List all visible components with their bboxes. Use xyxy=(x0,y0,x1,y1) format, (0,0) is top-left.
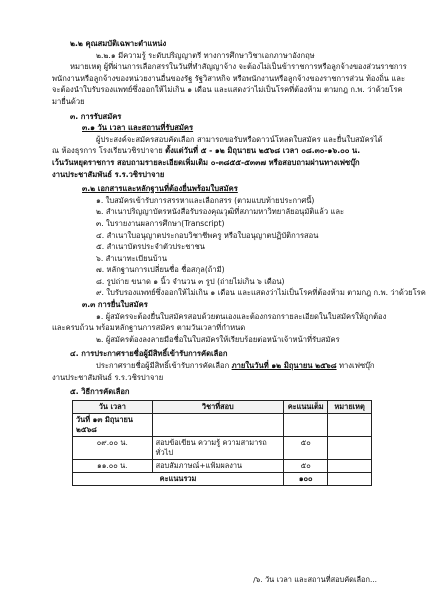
doc-item: ๑. ใบสมัครเข้ารับการสรรหาและเลือกสรร (ตามแบบท้ายประกาศนี้) xyxy=(96,195,315,205)
doc-item: ๕. สำเนาบัตรประจำตัวประชาชน xyxy=(96,242,205,252)
paragraph-line: ผู้ประสงค์จะสมัครสอบคัดเลือก สามารถขอรับหรือดาวน์โหลดใบสมัคร และยื่นใบสมัครได้ xyxy=(96,134,383,144)
exam-time: ๑๑.๐๐ น. xyxy=(73,459,153,472)
exam-subject: สอบข้อเขียน ความรู้ ความสามารถทั่วไป xyxy=(152,436,284,459)
qualifications-heading: ๒.๒ คุณสมบัติเฉพาะตำแหน่ง xyxy=(70,39,167,48)
doc-item: ๔. สำเนาใบอนุญาตประกอบวิชาชีพครู หรือใบอนุญาตปฏิบัติการสอน xyxy=(96,230,319,240)
submit-line: ๑. ผู้สมัครจะต้องยื่นใบสมัครสอบด้วยตนเองและต้องกรอกรายละเอียดในใบสมัครให้ถูกต้อง xyxy=(96,311,387,321)
total-label: คะแนนรวม xyxy=(73,472,284,485)
section-heading: ๓. การรับสมัคร xyxy=(70,111,122,121)
table-row xyxy=(73,459,372,472)
subsection-heading: ๓.๓ การยื่นใบสมัคร xyxy=(82,300,148,310)
paragraph-line: งานประชาสัมพันธ์ ร.ร.วชิรปาจาย xyxy=(52,169,165,179)
qualification-item: ๒.๒.๑ มีความรู้ ระดับปริญญาตรี ทางการศึกษาวิชาเอกภาษาอังกฤษ xyxy=(96,50,315,60)
header-score: คะแนนเต็ม xyxy=(284,400,328,413)
note-line: จะต้องนำใบรับรองแพทย์ซึ่งออกให้ไม่เกิน ๑ เดือน และแสดงว่าไม่เป็นโรคที่ต้องห้าม ตามกฎ ก.พ. ว่าด้วยโรค xyxy=(52,85,403,95)
doc-item: ๓. ใบรายงานผลการศึกษา(Transcript) xyxy=(96,218,225,228)
paragraph-line: เว้นวันหยุดราชการ สอบถามรายละเอียดเพิ่มเติม ๐-๓๘๕๕-๕๓๓๗ หรือสอบถามผ่านทางเฟซบุ๊ก xyxy=(52,157,360,167)
doc-item: ๖. สำเนาทะเบียนบ้าน xyxy=(96,253,168,263)
exam-score: ๕๐ xyxy=(284,436,328,459)
header-note: หมายเหตุ xyxy=(328,400,372,413)
selection-schedule-table xyxy=(72,400,372,486)
header-time: วัน เวลา xyxy=(73,400,153,413)
submit-line: และครบถ้วน พร้อมหลักฐานการสมัคร ตามวันเวลาที่กำหนด xyxy=(52,323,246,333)
exam-note xyxy=(328,436,372,459)
doc-item: ๒. สำเนาปริญญาบัตรหนังสือรับรองคุณวุฒิที่สภามหาวิทยาลัยอนุมัติแล้ว และ xyxy=(96,207,345,217)
section-heading: ๕. วิธีการคัดเลือก xyxy=(70,387,130,397)
doc-item: ๙. ใบรับรองแพทย์ซึ่งออกให้ไม่เกิน ๑ เดือน และแสดงว่าไม่เป็นโรคที่ต้องห้าม ตามกฎ ก.พ. ว่าด้วยโรค xyxy=(96,288,426,298)
table-row xyxy=(73,436,372,459)
exam-time: ๐๙.๐๐ น. xyxy=(73,436,153,459)
doc-item: ๗. หลักฐานการเปลี่ยนชื่อ ชื่อสกุล(ถ้ามี) xyxy=(96,265,225,275)
section-heading: ๔. การประกาศรายชื่อผู้มีสิทธิ์เข้ารับการคัดเลือก xyxy=(70,349,228,359)
continuation-note: /๖. วัน เวลา และสถานที่สอบคัดเลือก... xyxy=(253,575,377,584)
exam-score: ๕๐ xyxy=(284,459,328,472)
exam-date: วันที่ ๑๓ มิถุนายน ๒๕๖๘ xyxy=(73,413,153,436)
paragraph-line: ประกาศรายชื่อผู้มีสิทธิ์เข้ารับการคัดเลือก ภายในวันที่ ๑๒ มิถุนายน ๒๕๖๘ ทางเฟซบุ๊ก xyxy=(96,361,375,371)
note-line: พนักงานหรือลูกจ้างของหน่วยงานอื่นของรัฐ รัฐวิสาหกิจ หรือพนักงานหรือลูกจ้างของราชการส่วน ท้องถิ่น และ xyxy=(52,73,406,83)
subsection-heading: ๓.๒ เอกสารและหลักฐานที่ต้องยื่นพร้อมใบสมัคร xyxy=(82,184,238,194)
table-total-row xyxy=(73,472,372,485)
table-row xyxy=(73,413,372,436)
note-line: มายื่นด้วย xyxy=(52,96,85,106)
paragraph-line: งานประชาสัมพันธ์ ร.ร.วชิรปาจาย xyxy=(52,372,164,382)
note-line: หมายเหตุ ผู้ที่ผ่านการเลือกสรรในวันที่ทำสัญญาจ้าง จะต้องไม่เป็นข้าราชการหรือลูกจ้างของส่วนราชการ xyxy=(70,62,407,72)
total-value: ๑๐๐ xyxy=(284,472,328,485)
doc-item: ๘. รูปถ่าย ขนาด ๑ นิ้ว จำนวน ๓ รูป (ถ่ายไม่เกิน ๖ เดือน) xyxy=(96,276,285,286)
exam-note xyxy=(328,459,372,472)
exam-subject: สอบสัมภาษณ์+แฟ้มผลงาน xyxy=(152,459,284,472)
header-subject: วิชาที่สอบ xyxy=(152,400,284,413)
table-header-row xyxy=(73,400,372,413)
subsection-heading: ๓.๑ วัน เวลา และสถานที่รับสมัคร xyxy=(82,123,194,133)
submit-line: ๒. ผู้สมัครต้องลงลายมือชื่อในใบสมัครให้เรียบร้อยต่อหน้าเจ้าหน้าที่รับสมัคร xyxy=(96,334,340,344)
paragraph-line: ณ ห้องธุรการ โรงเรียนวชิรปาจาย ตั้งแต่วันที่ ๕ - ๑๒ มิถุนายน ๒๕๖๘ เวลา ๐๘.๓๐-๑๖.๐๐ น. xyxy=(52,146,361,156)
